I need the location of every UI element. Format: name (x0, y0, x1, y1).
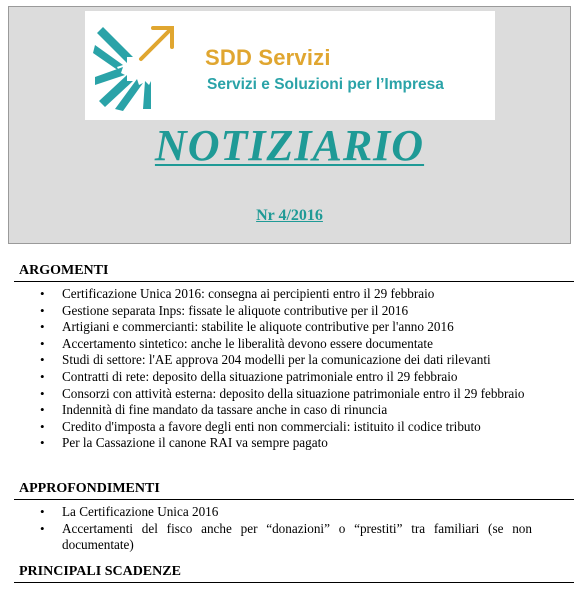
list-item: • Contratti di rete: deposito della situazione patrimoniale entro il 29 febbraio (62, 369, 574, 386)
list-item: • La Certificazione Unica 2016 (62, 504, 574, 521)
section-argomenti (14, 260, 574, 452)
list-item: • Per la Cassazione il canone RAI va sempre pagato (62, 435, 574, 452)
insights-list (14, 504, 574, 554)
list-item: • Credito d'imposta a favore degli enti non commerciali: istituito il codice tributo (62, 419, 574, 436)
newsletter-title: NOTIZIARIO (154, 121, 425, 170)
topics-list (14, 286, 574, 452)
list-item: • Certificazione Unica 2016: consegna ai percipienti entro il 29 febbraio (62, 286, 574, 303)
logo-title: SDD Servizi (205, 45, 331, 70)
list-item: • Accertamenti del fisco anche per “donazioni” o “prestiti” tra familiari (se non documentate) (62, 521, 532, 554)
company-logo (85, 11, 495, 120)
list-item: • Consorzi con attività esterna: deposito della situazione patrimoniale entro il 29 febbraio (62, 386, 574, 403)
arrows-logo-icon (93, 21, 191, 111)
section-title: PRINCIPALI SCADENZE (14, 561, 574, 583)
newsletter-header (8, 6, 571, 244)
issue-number: Nr 4/2016 (256, 207, 323, 224)
section-title: APPROFONDIMENTI (14, 478, 574, 500)
logo-subtitle: Servizi e Soluzioni per l’Impresa (207, 76, 444, 93)
list-item: • Gestione separata Inps: fissate le aliquote contributive per il 2016 (62, 303, 574, 320)
section-title: ARGOMENTI (14, 260, 574, 282)
section-approfondimenti (14, 478, 574, 554)
list-item: • Accertamento sintetico: anche le liberalità devono essere documentate (62, 336, 574, 353)
section-scadenze (14, 561, 574, 583)
list-item: • Studi di settore: l'AE approva 204 modelli per la comunicazione dei dati rilevanti (62, 352, 574, 369)
list-item: • Artigiani e commercianti: stabilite le aliquote contributive per l'anno 2016 (62, 319, 574, 336)
list-item: • Indennità di fine mandato da tassare anche in caso di rinuncia (62, 402, 574, 419)
